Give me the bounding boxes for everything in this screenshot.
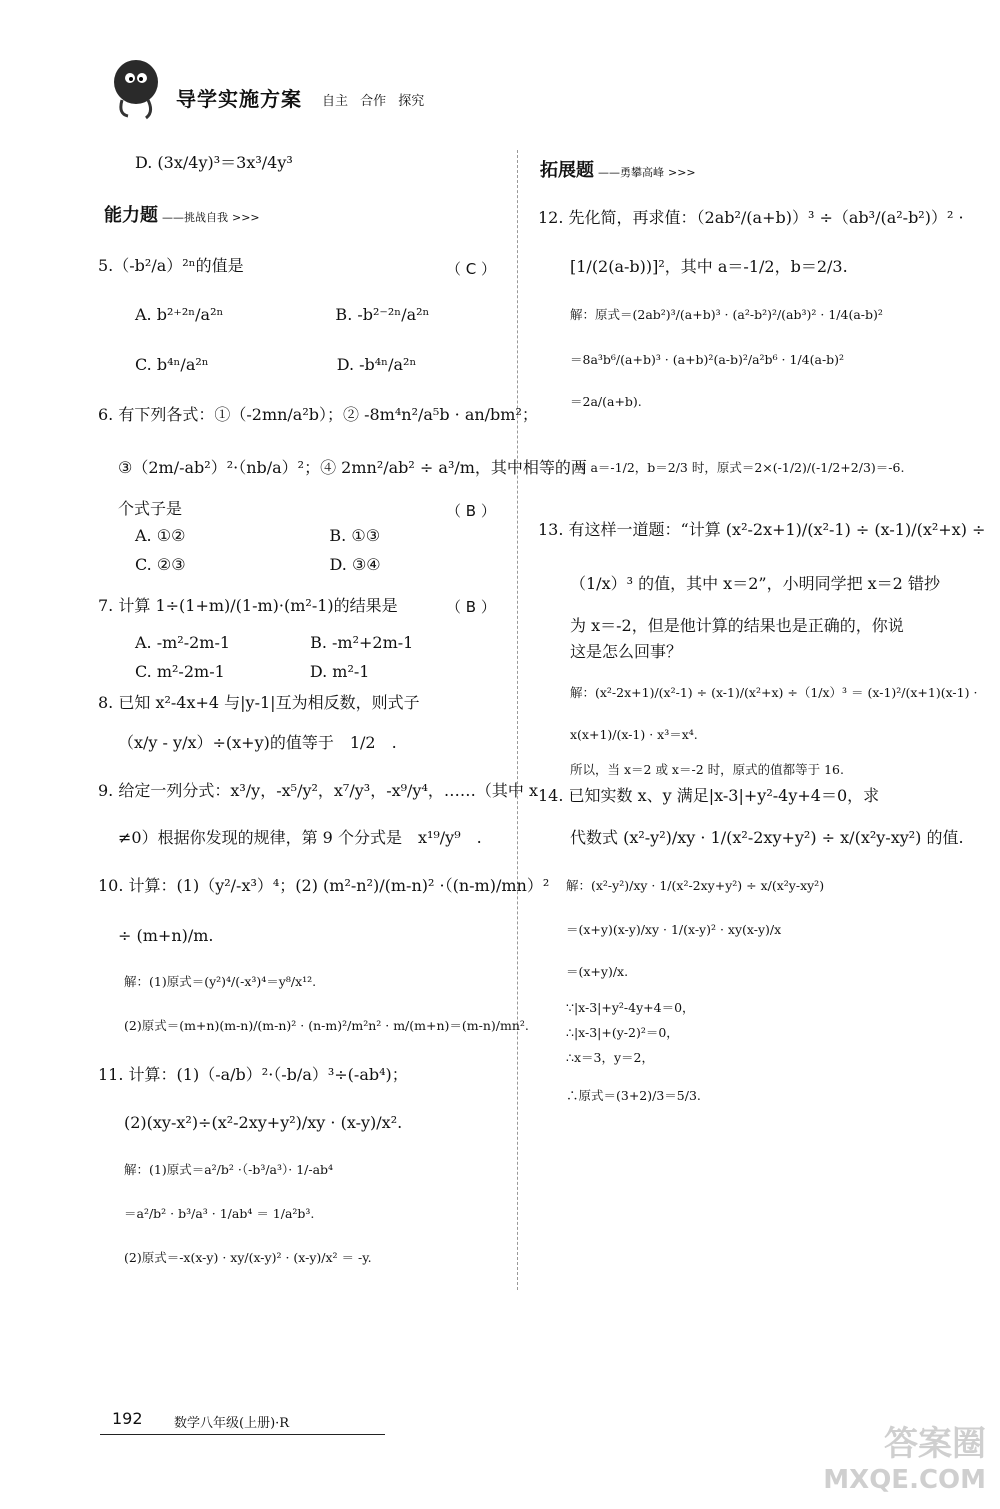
right-line: 13. 有这样一道题：“计算 (x²-2x+1)/(x²-1) ÷ (x-1)/(x²+x) ÷ xyxy=(538,520,986,539)
right-line: 12. 先化简，再求值：（2ab²/(a+b)）³ ÷（ab³/(a²-b²)）² · xyxy=(538,208,964,227)
footer-rule xyxy=(100,1434,385,1435)
right-solution: 解：(x²-y²)/xy · 1/(x²-2xy+y²) ÷ x/(x²y-xy²) xyxy=(566,878,825,893)
column-divider xyxy=(517,150,518,1290)
watermark xyxy=(823,1416,986,1495)
right-solution: 解：(x²-2x+1)/(x²-1) ÷ (x-1)/(x²+x) ÷（1/x）³ ＝ (x-1)²/(x+1)(x-1) · xyxy=(570,685,978,700)
section-extend: 拓展题 ——勇攀高峰 >>> xyxy=(540,160,696,181)
watermark-top: 答案圈 xyxy=(884,1424,986,1464)
right-solution: 当 a＝-1/2，b＝2/3 时，原式＝2×(-1/2)/(-1/2+2/3)＝-6. xyxy=(574,460,905,475)
left-line: （x/y - y/x）÷(x+y)的值等于 1/2 . xyxy=(118,733,397,752)
left-solution: 解：(1)原式＝a²/b² ·（-b³/a³）· 1/-ab⁴ xyxy=(124,1162,334,1177)
right-solution: 解：原式＝(2ab²)³/(a+b)³ · (a²-b²)²/(ab³)² · 1/4(a-b)² xyxy=(570,307,883,322)
left-line: A. b²⁺²ⁿ/a²ⁿ B. -b²⁻²ⁿ/a²ⁿ xyxy=(135,305,430,324)
left-solution: ＝a²/b² · b³/a³ · 1/ab⁴ ＝ 1/a²b³. xyxy=(124,1206,315,1221)
right-solution: ＝2a/(a+b). xyxy=(570,394,642,409)
right-line: 为 x＝-2，但是他计算的结果也是正确的，你说 xyxy=(570,616,904,635)
left-line: 5.（-b²/a）²ⁿ的值是 xyxy=(98,256,244,275)
right-solution: ∴x＝3，y＝2， xyxy=(566,1050,654,1065)
left-line: ÷ (m+n)/m. xyxy=(118,926,214,945)
right-line: （1/x）³ 的值，其中 x＝2”，小明同学把 x＝2 错抄 xyxy=(570,574,940,593)
right-line: 14. 已知实数 x、y 满足|x-3|+y²-4y+4＝0，求 xyxy=(538,786,880,805)
left-line: 7. 计算 1÷(1+m)/(1-m)·(m²-1)的结果是 xyxy=(98,596,398,615)
right-solution: ＝8a³b⁶/(a+b)³ · (a+b)²(a-b)²/a²b⁶ · 1/4(a-b)² xyxy=(570,352,845,367)
section-ability: 能力题 ——挑战自我 >>> xyxy=(104,205,260,226)
right-line: 代数式 (x²-y²)/xy · 1/(x²-2xy+y²) ÷ x/(x²y-xy²) 的值. xyxy=(570,828,964,847)
right-solution: ∴|x-3|+(y-2)²＝0， xyxy=(566,1025,679,1040)
right-solution: 所以，当 x＝2 或 x＝-2 时，原式的值都等于 16. xyxy=(570,762,844,777)
left-solution: 解：(1)原式＝(y²)⁴/(-x³)⁴＝y⁸/x¹². xyxy=(124,974,317,989)
left-line: 9. 给定一列分式：x³/y，-x⁵/y²，x⁷/y³，-x⁹/y⁴，……（其中 x xyxy=(98,781,538,800)
left-line: C. m²-2m-1 D. m²-1 xyxy=(135,662,370,681)
left-line: 8. 已知 x²-4x+4 与|y-1|互为相反数，则式子 xyxy=(98,693,420,712)
left-line: 11. 计算：(1)（-a/b）²·（-b/a）³÷(-ab⁴)； xyxy=(98,1065,408,1084)
section-extend-label: 拓展题 xyxy=(540,160,594,181)
section-ability-tag: ——挑战自我 xyxy=(162,211,228,224)
right-line: 这是怎么回事？ xyxy=(570,642,683,661)
left-line: A. ①② B. ①③ xyxy=(135,526,381,545)
watermark-bottom: MXQE.COM xyxy=(823,1465,986,1495)
right-solution: x(x+1)/(x-1) · x³＝x⁴. xyxy=(570,727,698,742)
answer-mark: （ B ） xyxy=(446,502,496,520)
left-line: A. -m²-2m-1 B. -m²+2m-1 xyxy=(135,633,414,652)
left-line: 个式子是 xyxy=(118,499,183,518)
left-line: 10. 计算：(1)（y²/-x³）⁴；(2) (m²-n²)/(m-n)² ·（(n-m)/mn）² xyxy=(98,876,550,895)
answer-mark: （ B ） xyxy=(446,598,496,616)
right-solution: ∴原式＝(3+2)/3＝5/3. xyxy=(566,1088,701,1103)
page-number: 192 xyxy=(112,1409,143,1428)
right-solution: ∵|x-3|+y²-4y+4＝0， xyxy=(566,1000,695,1015)
left-line: ≠0）根据你发现的规律，第 9 个分式是 x¹⁹/y⁹ . xyxy=(118,828,482,847)
mascot-logo xyxy=(100,52,170,122)
left-line: 6. 有下列各式：①（-2mn/a²b）；② -8m⁴n²/a⁵b · an/bm²； xyxy=(98,405,538,424)
section-extend-tag: ——勇攀高峰 xyxy=(598,166,664,179)
left-line: D. (3x/4y)³＝3x³/4y³ xyxy=(135,153,293,172)
header-subtitle: 自主 合作 探究 xyxy=(322,94,425,109)
right-solution: ＝(x+y)/x. xyxy=(566,964,629,979)
right-line: [1/(2(a-b))]²，其中 a＝-1/2，b＝2/3. xyxy=(570,257,848,276)
header-title: 导学实施方案 xyxy=(176,87,302,111)
left-solution: (2)原式＝-x(x-y) · xy/(x-y)² · (x-y)/x² ＝ -y. xyxy=(124,1250,372,1265)
left-solution: (2)原式＝(m+n)(m-n)/(m-n)² · (n-m)²/m²n² · m/(m+n)＝(m-n)/mn². xyxy=(124,1018,529,1033)
left-line: ③（2m/-ab²）²·（nb/a）²；④ 2mn²/ab² ÷ a³/m，其中相等的两 xyxy=(118,458,587,477)
left-line: C. ②③ D. ③④ xyxy=(135,555,381,574)
section-ability-label: 能力题 xyxy=(104,205,158,226)
left-line: (2)(xy-x²)÷(x²-2xy+y²)/xy · (x-y)/x². xyxy=(124,1113,403,1132)
footer-text: 数学八年级(上册)·R xyxy=(174,1416,290,1431)
answer-mark: （ C ） xyxy=(446,260,497,278)
right-solution: ＝(x+y)(x-y)/xy · 1/(x-y)² · xy(x-y)/x xyxy=(566,922,782,937)
left-line: C. b⁴ⁿ/a²ⁿ D. -b⁴ⁿ/a²ⁿ xyxy=(135,355,417,374)
